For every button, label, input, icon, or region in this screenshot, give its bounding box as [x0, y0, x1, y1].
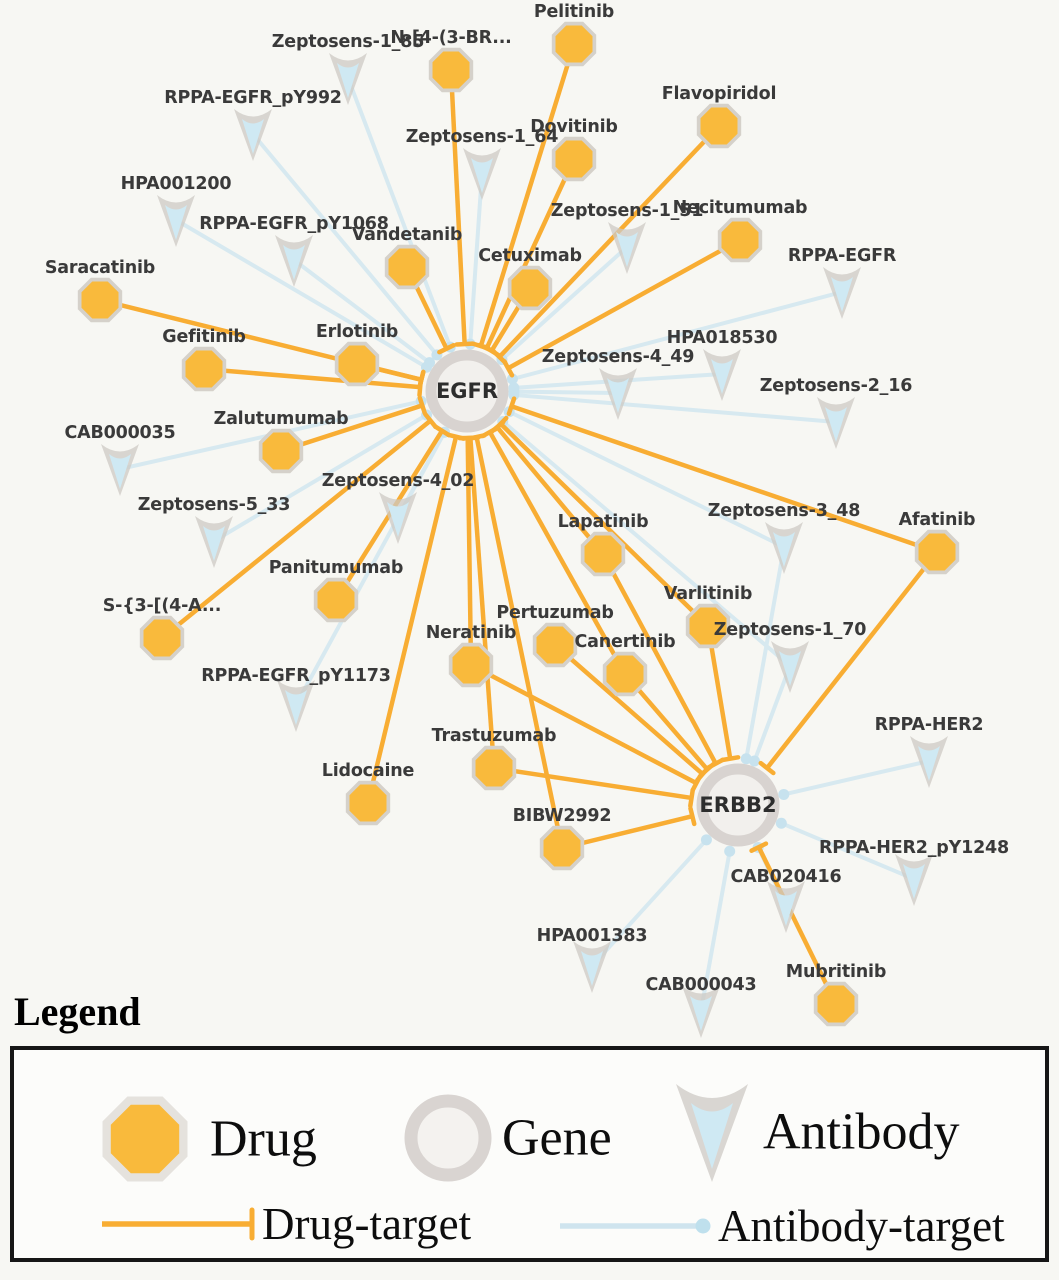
- legend-box: [10, 1046, 1049, 1262]
- node-label: BIBW2992: [512, 806, 612, 826]
- drug-node-Afatinib: [915, 530, 959, 574]
- legend-antibody-icon: [657, 1077, 767, 1189]
- node-label: CAB000035: [64, 423, 176, 443]
- node-label: Pertuzumab: [496, 603, 614, 623]
- drug-octagon-icon: [318, 582, 355, 619]
- node-label: N-[4-(3-BR...: [390, 28, 512, 48]
- antibody-node-RPPA-EGFR_pY992: [234, 109, 272, 161]
- drug-octagon-icon: [818, 986, 855, 1023]
- node-label: HPA001200: [120, 174, 232, 194]
- node-label: Canertinib: [574, 632, 676, 652]
- drug-octagon-icon: [722, 222, 759, 259]
- antibody-node-RPPA-HER2: [910, 736, 948, 788]
- drug-octagon-icon: [607, 656, 644, 693]
- antibody-target-edge: [592, 840, 706, 966]
- antibody-node-Zeptosens-4_02: [379, 492, 417, 544]
- inhibition-tee: [722, 757, 738, 760]
- node-label: Zeptosens-1_85: [271, 32, 425, 52]
- antibody-target-edge: [514, 392, 618, 393]
- drug-octagon-icon: [701, 108, 738, 145]
- edge-dot: [776, 818, 787, 829]
- edge-dot: [778, 789, 789, 800]
- drug-node-N-[4-(3-BR...: [429, 48, 473, 92]
- drug-node-S-{3-[(4-A...: [140, 616, 184, 660]
- inhibition-tee: [419, 372, 423, 388]
- drug-octagon-icon: [512, 270, 549, 307]
- drug-node-Necitumumab: [718, 218, 762, 262]
- node-label: Saracatinib: [44, 258, 156, 278]
- node-label: Varlitinib: [663, 584, 753, 604]
- drug-octagon-icon: [476, 750, 513, 787]
- drug-node-Canertinib: [603, 652, 647, 696]
- drug-target-edge: [499, 126, 719, 357]
- gene-circle-icon: [411, 1101, 485, 1175]
- drug-octagon-icon: [339, 346, 376, 383]
- drug-octagon-icon: [111, 1105, 179, 1173]
- edge-dot: [701, 834, 712, 845]
- node-label: Lidocaine: [321, 761, 415, 781]
- inhibition-tee: [469, 435, 485, 438]
- node-label: RPPA-EGFR_pY1173: [201, 666, 391, 686]
- drug-octagon-icon: [556, 141, 593, 178]
- antibody-node-Zeptosens-1_70: [771, 641, 809, 693]
- drug-node-Mubritinib: [814, 982, 858, 1026]
- node-label: RPPA-HER2: [874, 715, 984, 735]
- antibody-node-HPA001200: [157, 195, 195, 247]
- legend-drug-target-label: Drug-target: [262, 1199, 472, 1249]
- node-label: HPA001383: [536, 926, 648, 946]
- drug-node-Saracatinib: [78, 278, 122, 322]
- antibody-node-Zeptosens-3_48: [765, 522, 803, 574]
- antibody-node-CAB000035: [101, 444, 139, 496]
- edge-dot: [424, 357, 435, 368]
- node-label: Cetuximab: [478, 246, 582, 266]
- antibody-node-RPPA-HER2_pY1248: [895, 854, 933, 906]
- antibody-node-RPPA-EGFR_pY1173: [277, 680, 315, 732]
- drug-octagon-icon: [144, 620, 181, 657]
- drug-target-edge: [497, 427, 603, 554]
- inhibition-tee: [457, 344, 473, 345]
- drug-octagon-icon: [350, 785, 387, 822]
- drug-node-Pertuzumab: [533, 623, 577, 667]
- drug-octagon-icon: [537, 627, 574, 664]
- drug-octagon-icon: [82, 282, 119, 319]
- drug-node-Vandetanib: [385, 245, 429, 289]
- drug-node-Zalutumumab: [259, 429, 303, 473]
- node-label: Zeptosens-5_33: [137, 495, 291, 515]
- node-label: HPA018530: [666, 328, 778, 348]
- antibody-node-RPPA-EGFR: [823, 267, 861, 319]
- legend-gene-icon: [398, 1088, 498, 1188]
- node-label: Zeptosens-4_49: [541, 347, 695, 367]
- antibody-target-edge: [514, 395, 836, 422]
- node-label: RPPA-EGFR: [787, 246, 897, 266]
- gene-label: EGFR: [435, 379, 499, 403]
- legend-antibody-label: Antibody: [763, 1103, 960, 1161]
- node-label: Trastuzumab: [431, 726, 557, 746]
- node-label: Flavopiridol: [661, 84, 777, 104]
- drug-node-Lidocaine: [346, 781, 390, 825]
- node-label: Pelitinib: [533, 2, 615, 22]
- drug-node-BIBW2992: [540, 826, 584, 870]
- drug-octagon-icon: [919, 534, 956, 571]
- node-label: Gefitinib: [162, 327, 246, 347]
- node-label: Mubritinib: [785, 962, 887, 982]
- drug-node-Dovitinib: [552, 137, 596, 181]
- drug-octagon-icon: [433, 52, 470, 89]
- node-label: Zeptosens-2_16: [759, 376, 913, 396]
- antibody-node-Zeptosens-1_51: [608, 222, 646, 274]
- legend-drug-label: Drug: [210, 1110, 317, 1168]
- node-label: CAB020416: [730, 867, 842, 887]
- node-label: RPPA-EGFR_pY992: [164, 88, 342, 108]
- edge-dot: [724, 846, 735, 857]
- antibody-node-Zeptosens-2_16: [817, 397, 855, 449]
- node-label: CAB000043: [645, 975, 757, 995]
- legend-drug-target-icon: [100, 1204, 270, 1244]
- drug-octagon-icon: [453, 647, 490, 684]
- antibody-node-Zeptosens-1_64: [463, 148, 501, 200]
- node-label: Erlotinib: [315, 322, 399, 342]
- drug-node-Flavopiridol: [697, 104, 741, 148]
- drug-node-Neratinib: [449, 643, 493, 687]
- node-label: Necitumumab: [672, 198, 808, 218]
- antibody-node-Zeptosens-5_33: [195, 516, 233, 568]
- drug-node-Pelitinib: [552, 22, 596, 66]
- legend-title: Legend: [14, 989, 141, 1034]
- drug-octagon-icon: [556, 26, 593, 63]
- drug-node-Panitumumab: [314, 578, 358, 622]
- gene-label: ERBB2: [699, 793, 777, 817]
- inhibition-tee: [690, 790, 692, 806]
- antibody-node-RPPA-EGFR_pY1068: [275, 235, 313, 287]
- edge-dot: [749, 755, 760, 766]
- node-label: Zeptosens-3_48: [707, 501, 861, 521]
- node-label: S-{3-[(4-A...: [102, 596, 222, 616]
- drug-octagon-icon: [186, 351, 223, 388]
- inhibition-tee: [690, 808, 694, 824]
- drug-octagon-icon: [544, 830, 581, 867]
- drug-octagon-icon: [263, 433, 300, 470]
- drug-node-Erlotinib: [335, 342, 379, 386]
- legend-antibody-target-icon: [558, 1206, 723, 1246]
- drug-target-edge: [494, 768, 692, 798]
- drug-node-Trastuzumab: [472, 746, 516, 790]
- drug-octagon-icon: [389, 249, 426, 286]
- edge-dot: [696, 1219, 711, 1234]
- antibody-target-edge: [784, 761, 929, 794]
- node-label: Zalutumumab: [213, 409, 349, 429]
- node-label: RPPA-HER2_pY1248: [818, 838, 1010, 858]
- drug-node-Cetuximab: [508, 266, 552, 310]
- node-label: Afatinib: [898, 510, 976, 530]
- legend-antibody-target-label: Antibody-target: [718, 1201, 1005, 1251]
- legend-gene-label: Gene: [502, 1109, 612, 1167]
- node-label: Zeptosens-1_70: [713, 620, 867, 640]
- node-label: Vandetanib: [351, 225, 463, 245]
- inhibition-tee: [448, 435, 464, 439]
- node-label: Dovitinib: [530, 117, 618, 137]
- legend-drug-icon: [95, 1089, 195, 1189]
- node-label: Zeptosens-1_51: [550, 201, 704, 221]
- node-label: Panitumumab: [268, 558, 404, 578]
- drug-target-edge: [451, 70, 465, 344]
- node-label: Neratinib: [425, 623, 517, 643]
- node-label: Zeptosens-1_64: [405, 127, 559, 147]
- drug-octagon-icon: [585, 536, 622, 573]
- drug-node-Lapatinib: [581, 532, 625, 576]
- node-label: Lapatinib: [557, 512, 649, 532]
- node-label: Zeptosens-4_02: [321, 471, 475, 491]
- drug-node-Gefitinib: [182, 347, 226, 391]
- antibody-node-HPA001383: [573, 941, 611, 993]
- node-label: RPPA-EGFR_pY1068: [199, 214, 389, 234]
